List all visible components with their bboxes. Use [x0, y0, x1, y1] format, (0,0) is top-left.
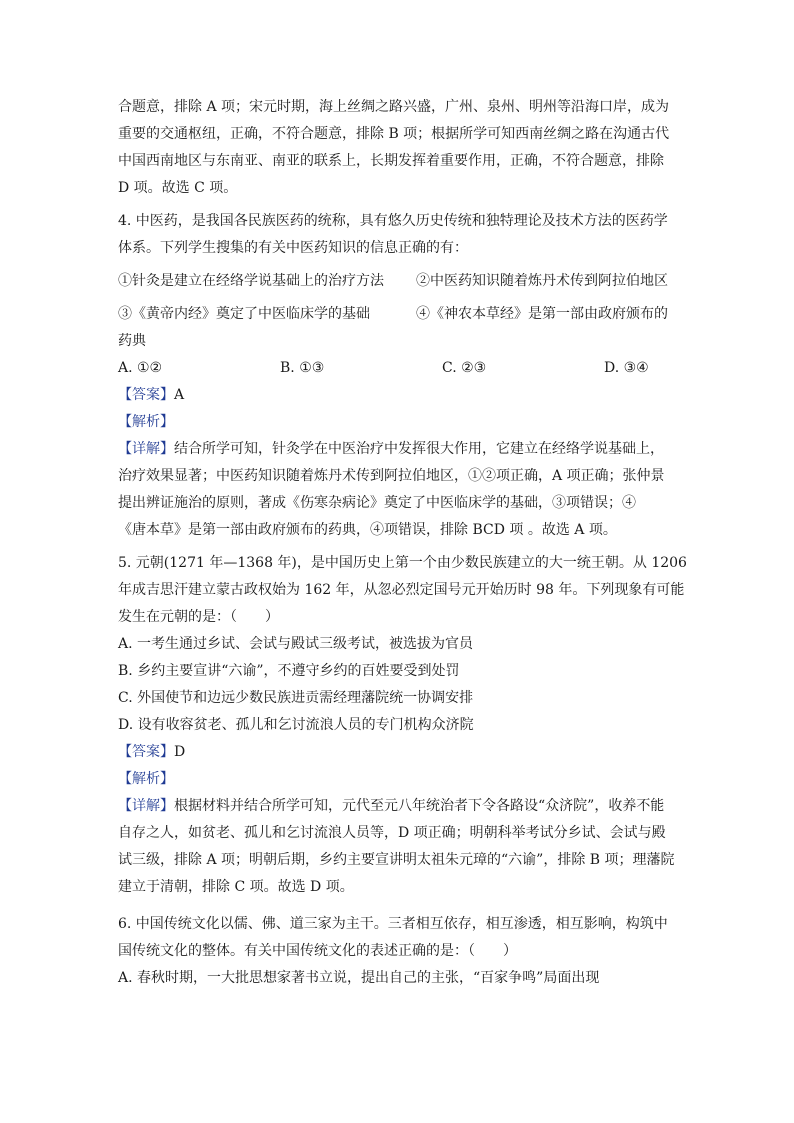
document-page	[118, 94, 687, 992]
answer-value: D	[174, 744, 186, 760]
answer-value: A	[174, 387, 185, 403]
text-line: 合题意，排除 A 项；宋元时期，海上丝绸之路兴盛，广州、泉州、明州等沿海口岸，成为	[118, 99, 670, 115]
analysis-heading	[118, 409, 678, 436]
detail-tag: 【详解】	[118, 798, 174, 814]
choice-b: B. 乡约主要宣讲“六谕”，不遵守乡约的百姓要受到处罚	[118, 663, 460, 679]
choice-d: D. 设有收容贫老、孤儿和乞讨流浪人员的专门机构众济院	[118, 717, 474, 733]
question-5	[118, 550, 687, 901]
question-stem: 6. 中国传统文化以儒、佛、道三家为主干。三者相互依存，相互渗透，相互影响，构筑中	[118, 916, 668, 932]
analysis-tag: 【解析】	[118, 771, 174, 787]
statement-row	[118, 268, 678, 295]
statement-4-continued: 药典	[118, 333, 146, 349]
detail-line: 建立于清朝，排除 C 项。故选 D 项。	[118, 879, 354, 895]
detail-line	[118, 793, 678, 820]
choice-row	[118, 355, 678, 382]
answer-line	[118, 739, 678, 766]
statement-4: ④《神农本草经》是第一部由政府颁布的	[416, 306, 668, 322]
question-stem: 4. 中医药，是我国各民族医药的统称，具有悠久历史传统和独特理论及技术方法的医药学	[118, 213, 668, 229]
statement-1: ①针灸是建立在经络学说基础上的治疗方法	[118, 273, 384, 289]
choice-d: D. ③④	[604, 360, 649, 376]
analysis-tag: 【解析】	[118, 414, 174, 430]
question-stem: 体系。下列学生搜集的有关中医药知识的信息正确的有：	[118, 240, 468, 256]
detail-tag: 【详解】	[118, 441, 174, 457]
choice-c: C. 外国使节和边远少数民族进贡需经理藩院统一协调安排	[118, 690, 474, 706]
detail-line: 《唐本草》是第一部由政府颁布的药典，④项错误，排除 BCD 项 。故选 A 项。	[118, 522, 617, 538]
detail-line: 提出辨证施治的原则，著成《伤寒杂病论》奠定了中医临床学的基础，③项错误；④	[118, 495, 636, 511]
text-line: D 项。故选 C 项。	[118, 180, 238, 196]
text-line: 中国西南地区与东南亚、南亚的联系上，长期发挥着重要作用，正确，不符合题意，排除	[118, 153, 664, 169]
choice-c: C. ②③	[442, 360, 487, 376]
detail-text: 根据材料并结合所学可知，元代至元八年统治者下令各路设“众济院”，收养不能	[174, 798, 665, 814]
analysis-heading	[118, 766, 678, 793]
detail-line: 自存之人，如贫老、孤儿和乞讨流浪人员等，D 项正确；明朝科举考试分乡试、会试与殿	[118, 825, 666, 841]
text-line: 重要的交通枢纽，正确，不符合题意，排除 B 项；根据所学可知西南丝绸之路在沟通古代	[118, 126, 670, 142]
detail-line: 试三级，排除 A 项；明朝后期，乡约主要宣讲明太祖朱元璋的“六谕”，排除 B 项；理藩院	[118, 852, 675, 868]
choice-a: A. 一考生通过乡试、会试与殿试三级考试，被选拔为官员	[118, 636, 474, 652]
question-stem: 5. 元朝(1271 年—1368 年)，是中国历史上第一个由少数民族建立的大一统王朝。从 1206	[118, 555, 687, 571]
answer-line	[118, 382, 678, 409]
question-stem: 发生在元朝的是：（ ）	[118, 609, 279, 625]
statement-3: ③《黄帝内经》奠定了中医临床学的基础	[118, 306, 370, 322]
detail-line: 治疗效果显著；中医药知识随着炼丹术传到阿拉伯地区，①②项正确，A 项正确；张仲景	[118, 468, 665, 484]
answer-tag: 【答案】	[118, 744, 174, 760]
choice-a: A. ①②	[118, 360, 163, 376]
question-6	[118, 911, 678, 992]
choice-a: A. 春秋时期，一大批思想家著书立说，提出自己的主张，“百家争鸣”局面出现	[118, 970, 600, 986]
answer-tag: 【答案】	[118, 387, 174, 403]
question-stem: 年成吉思汗建立蒙古政权始为 162 年，从忽必烈定国号元开始历时 98 年。下列现象有可能	[118, 582, 685, 598]
question-4	[118, 208, 678, 544]
detail-text: 结合所学可知，针灸学在中医治疗中发挥很大作用，它建立在经络学说基础上，	[174, 441, 664, 457]
detail-line	[118, 436, 678, 463]
question-stem: 国传统文化的整体。有关中国传统文化的表述正确的是：（ ）	[118, 943, 517, 959]
statement-row	[118, 301, 678, 328]
statement-2: ②中医药知识随着炼丹术传到阿拉伯地区	[416, 273, 668, 289]
choice-b: B. ①③	[280, 360, 325, 376]
